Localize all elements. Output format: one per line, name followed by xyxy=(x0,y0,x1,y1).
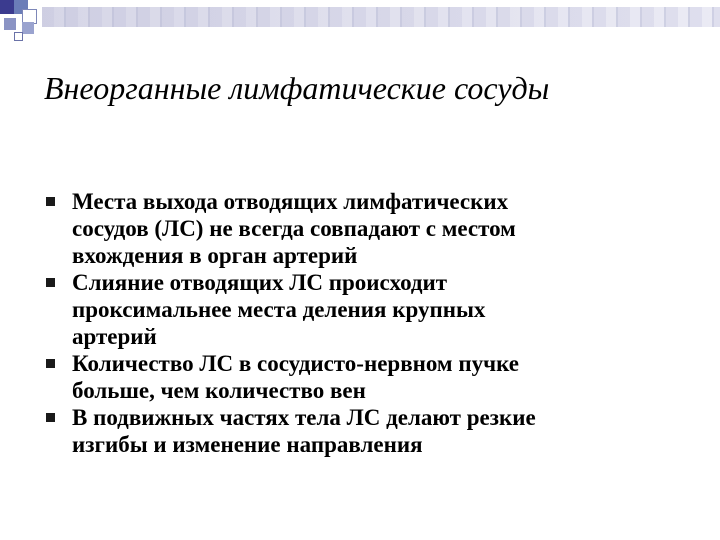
decor-square xyxy=(0,0,14,14)
bullet-line: проксимальнее места деления крупных xyxy=(72,297,486,322)
square-bullet-icon xyxy=(46,278,55,287)
bullet-line: вхождения в орган артерий xyxy=(72,243,358,268)
bullet-line: Количество ЛС в сосудисто-нервном пучке xyxy=(72,351,519,376)
bullet-line: сосудов (ЛС) не всегда совпадают с местом xyxy=(72,216,516,241)
square-bullet-icon xyxy=(46,359,55,368)
decor-square xyxy=(14,32,23,41)
list-item xyxy=(46,350,686,404)
bullet-line: Слияние отводящих ЛС происходит xyxy=(72,270,448,295)
bullet-line: Места выхода отводящих лимфатических xyxy=(72,189,509,214)
list-item xyxy=(46,404,686,458)
bullet-line: В подвижных частях тела ЛС делают резкие xyxy=(72,405,536,430)
list-item xyxy=(46,188,686,269)
slide-title: Внеорганные лимфатические сосуды xyxy=(44,70,550,106)
bullet-line: изгибы и изменение направления xyxy=(72,432,423,457)
decor-square xyxy=(4,18,16,30)
decor-square xyxy=(22,22,34,34)
header-band-shade xyxy=(42,7,720,27)
square-bullet-icon xyxy=(46,197,55,206)
bullet-list xyxy=(46,188,686,458)
square-bullet-icon xyxy=(46,413,55,422)
bullet-line: артерий xyxy=(72,324,157,349)
list-item xyxy=(46,269,686,350)
bullet-line: больше, чем количество вен xyxy=(72,378,366,403)
